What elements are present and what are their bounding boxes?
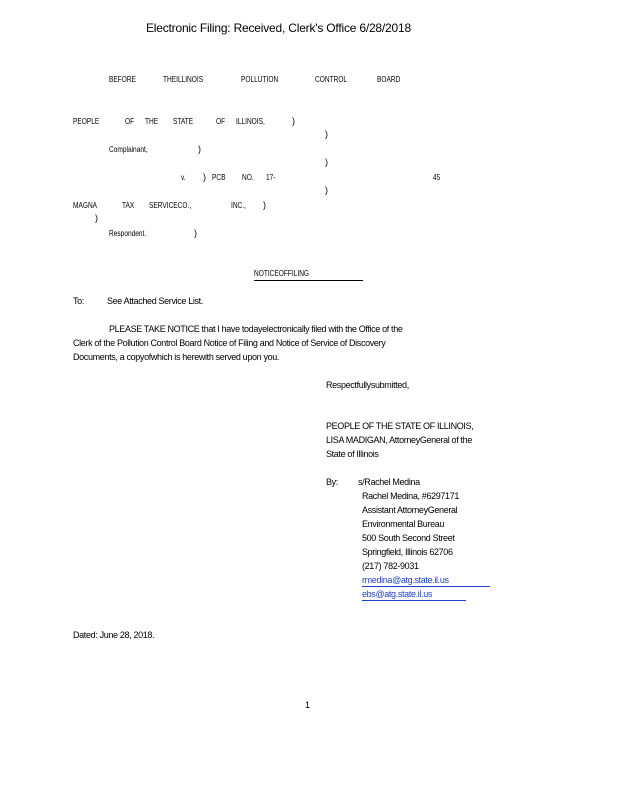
to-value: See Attached Service List. [107, 296, 203, 306]
attorney-line: Assistant AttorneyGeneral [362, 505, 458, 515]
email-underline [362, 586, 490, 587]
party-line: PEOPLE OF THE STATE OF ILLINOIS, [326, 421, 474, 431]
caption-word: PEOPLE [73, 117, 100, 126]
caption-word: STATE [173, 117, 194, 126]
caption-paren: ) [95, 213, 98, 223]
caption-word: TAX [122, 201, 135, 210]
page-number: 1 [305, 700, 311, 710]
respondent-label: Respondent. [109, 229, 147, 238]
attorney-line: (217) 782-9031 [362, 561, 419, 571]
attorney-line: Springfield, Illinois 62706 [362, 547, 453, 557]
notice-title: NOTICEOFFILING [254, 269, 310, 278]
attorney-line: 500 South Second Street [362, 533, 455, 543]
caption-paren: ) [325, 185, 328, 195]
caption-paren: ) [198, 144, 201, 154]
body-line: Clerk of the Pollution Control Board Notice of Filing and Notice of Service of Discovery [73, 338, 386, 348]
caption-paren: ) [325, 157, 328, 167]
caption-paren: ) [263, 200, 266, 210]
caption-paren: ) [325, 129, 328, 139]
caption-word: MAGNA [73, 201, 98, 210]
board-word: POLLUTION [241, 75, 279, 84]
email-underline [362, 600, 466, 601]
caption-paren: ) [194, 228, 197, 238]
caption-word: OF [125, 117, 135, 126]
board-word: BEFORE [109, 75, 136, 84]
attorney-line: Environmental Bureau [362, 519, 445, 529]
versus: v. [181, 173, 186, 182]
caption-word: INC., [231, 201, 246, 210]
caption-word: SERVICECO., [149, 201, 192, 210]
closing: Respectfullysubmitted, [326, 380, 409, 390]
board-word: CONTROL [315, 75, 348, 84]
caption-paren: ) [203, 172, 206, 182]
email-link[interactable]: ebs@atg.state.il.us [362, 589, 433, 599]
caption-paren: ) [292, 116, 295, 126]
case-number-prefix: 17- [266, 173, 276, 182]
by-label: By: [326, 477, 338, 487]
dated-line: Dated: June 28, 2018. [73, 630, 155, 640]
complainant-label: Complainant, [109, 145, 148, 154]
to-label: To: [73, 296, 84, 306]
caption-word: ILLINOIS, [236, 117, 265, 126]
email-link[interactable]: rmedina@atg.state.il.us [362, 575, 449, 585]
body-line: Documents, a copyofwhich is herewith served upon you. [73, 352, 280, 362]
no-label: NO. [242, 173, 254, 182]
signature-name: s/Rachel Medina [358, 477, 420, 487]
caption-word: OF [216, 117, 226, 126]
board-word: BOARD [377, 75, 401, 84]
caption-word: THE [145, 117, 159, 126]
board-word: THEILLINOIS [163, 75, 204, 84]
notice-title-underline [254, 280, 363, 281]
case-number-suffix: 45 [433, 173, 441, 182]
party-line: LISA MADIGAN, AttorneyGeneral of the [326, 435, 472, 445]
party-line: State of Illinois [326, 449, 379, 459]
filing-stamp: Electronic Filing: Received, Clerk's Office 6/28/2018 [146, 21, 411, 35]
attorney-line: Rachel Medina, #6297171 [362, 491, 460, 501]
body-line: PLEASE TAKE NOTICE that I have todayelectronically filed with the Office of the [109, 324, 403, 334]
pcb-label: PCB [212, 173, 226, 182]
